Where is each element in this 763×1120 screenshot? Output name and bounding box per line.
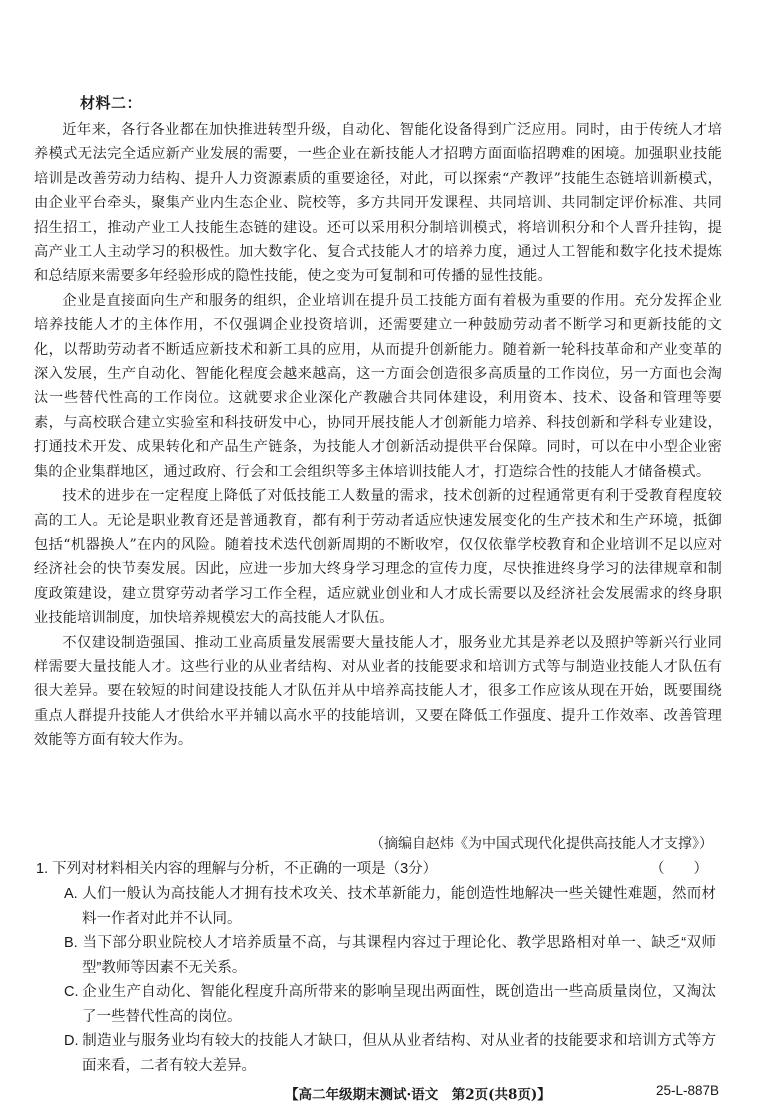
footer-exam-code: 25-L-887B: [655, 1083, 719, 1098]
paragraph-3: 技术的进步在一定程度上降低了对低技能工人数量的需求，技术创新的过程通常更有利于受教育程度较高的工人。无论是职业教育还是普通教育，都有利于劳动者适应快速发展变化的生产技术和生产环境，抵御包括“机器换人”在内的风险。随着技术迭代创新周期的不断收窄，仅仅依靠学校教育和企业培训不足以应对经济社会的快节奏发展。因此，应进一步加大终身学习理念的宣传力度，尽快推进终身学习的法律规章和制度政策建设，建立贯穿劳动者学习工作全程，适应就业创业和人才成长需要以及经济社会发展需求的终身职业技能培训制度，加快培养规模宏大的高技能人才队伍。: [34, 488, 722, 627]
option-d: [48, 1029, 716, 1078]
option-b: [48, 931, 716, 980]
paragraph-1: 近年来，各行各业都在加快推进转型升级，自动化、智能化设备得到广泛应用。同时，由于传统人才培养模式无法完全适应新产业发展的需要，一些企业在新技能人才招聘方面面临招聘难的困境。加强职业技能培训是改善劳动力结构、提升人力资源素质的重要途径，对此，可以探索“产教评”技能生态链培训新模式，由企业平台牵头，聚集产业内生态企业、院校等，多方共同开发课程、共同培训、共同制定评价标准、共同招生招工，推动产业工人技能生态链的建设。还可以采用积分制培训模式，将培训积分和个人晋升挂钩，提高产业工人主动学习的积极性。加大数字化、复合式技能人才的培养力度，通过人工智能和数字化技术提炼和总结原来需要多年经验形成的隐性技能，使之变为可复制和可传播的显性技能。: [34, 122, 722, 285]
option-c-label: C.: [64, 984, 79, 1000]
option-b-label: B.: [64, 935, 78, 951]
option-a: [48, 882, 716, 931]
option-a-text: 人们一般认为高技能人才拥有技术攻关、技术革新能力，能创造性地解决一些关键性难题，然而材料一作者对此并不认同。: [82, 886, 716, 927]
source-citation: （摘编自赵炜《为中国式现代化提供高技能人才支撑》）: [370, 836, 713, 852]
material-body: [34, 118, 722, 753]
page-footer: [0, 1083, 763, 1107]
option-c: [48, 980, 716, 1029]
question-stem-text: 1. 下列对材料相关内容的理解与分析，不正确的一项是（3分）: [36, 861, 438, 877]
question-1: [36, 856, 716, 1078]
option-a-label: A.: [64, 886, 78, 902]
material-heading: 材料二：: [80, 94, 143, 112]
answer-blank: （ ）: [650, 861, 708, 877]
paragraph-4: 不仅建设制造强国、推动工业高质量发展需要大量技能人才，服务业尤其是养老以及照护等新兴行业同样需要大量技能人才。这些行业的从业者结构、对从业者的技能要求和培训方式等与制造业技能人才队伍有很大差异。要在较短的时间建设技能人才队伍并从中培养高技能人才，很多工作应该从现在开始，既要围绕重点人群提升技能人才供给水平并辅以高水平的技能培训，又要在降低工作强度、提升工作效率、改善管理效能等方面有较大作为。: [34, 634, 722, 749]
question-stem: [36, 856, 716, 882]
option-b-text: 当下部分职业院校人才培养质量不高，与其课程内容过于理论化、教学思路相对单一、缺乏“双师型”教师等因素不无关系。: [82, 935, 716, 976]
option-d-label: D.: [64, 1033, 79, 1049]
option-d-text: 制造业与服务业均有较大的技能人才缺口，但从从业者结构、对从业者的技能要求和培训方式等方面来看，二者有较大差异。: [82, 1033, 716, 1074]
option-c-text: 企业生产自动化、智能化程度升高所带来的影响呈现出两面性，既创造出一些高质量岗位，又淘汰了一些替代性高的岗位。: [82, 984, 716, 1025]
footer-page-info: 【高二年级期末测试·语文 第2页(共8页)】: [285, 1087, 551, 1103]
paragraph-2: 企业是直接面向生产和服务的组织，企业培训在提升员工技能方面有着极为重要的作用。充分发挥企业培养技能人才的主体作用，不仅强调企业投资培训，还需要建立一种鼓励劳动者不断学习和更新技能的文化，以帮助劳动者不断适应新技术和新工具的应用，从而提升创新能力。随着新一轮科技革命和产业变革的深入发展，生产自动化、智能化程度会越来越高，这一方面会创造很多高质量的工作岗位，另一方面也会淘汰一些替代性高的工作岗位。这就要求企业深化产教融合共同体建设，利用资本、技术、设备和管理等要素，与高校联合建立实验室和科技研发中心，协同开展技能人才创新能力培养、科技创新和学科专业建设，打通技术开发、成果转化和产品生产链条，为技能人才创新活动提供平台保障。同时，可以在中小型企业密集的企业集群地区，通过政府、行会和工会组织等多主体培训技能人才，打造综合性的技能人才储备模式。: [34, 292, 722, 480]
